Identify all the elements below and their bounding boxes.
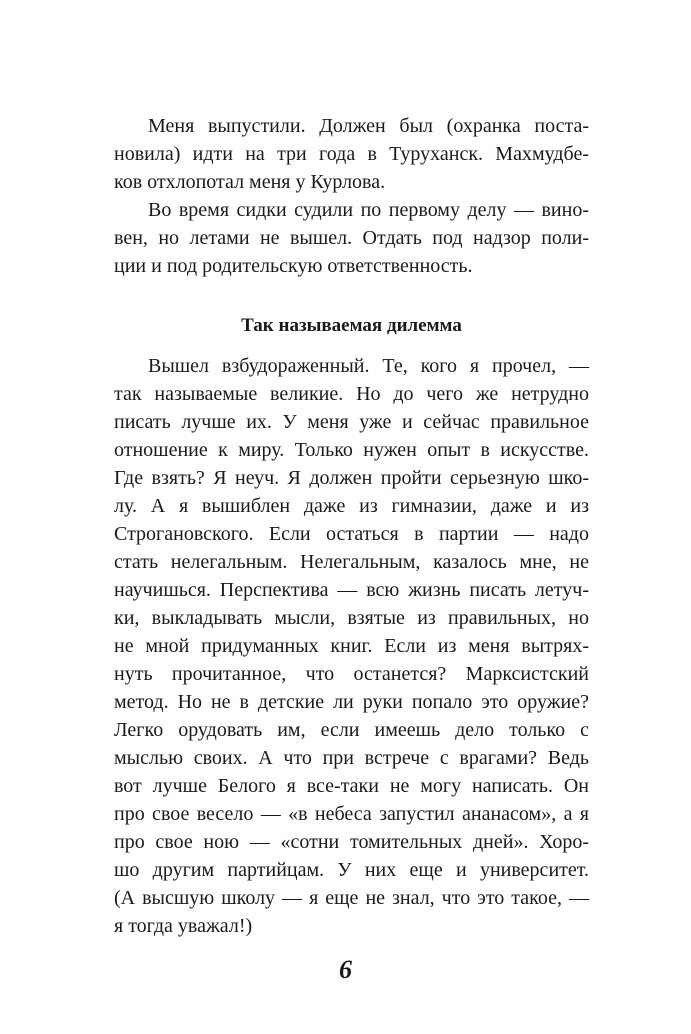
paragraph-3-line: метод. Но не в детские ли руки попало это оружие? [114,691,589,713]
section-heading: Так называемая дилемма [241,315,462,336]
paragraph-3-line: Вышел взбудораженный. Те, кого я прочел, — [148,355,589,377]
page-number: 6 [339,955,352,984]
paragraph-3-line: лу. А я вышиблен даже из гимназии, даже и из [114,495,589,517]
paragraph-1-line: ков отхлопотал меня у Курлова. [114,171,386,193]
paragraph-3-line: отношение к миру. Только нужен опыт в искусстве. [114,439,589,461]
paragraph-2-line: ции и под родительскую ответственность. [114,255,473,277]
paragraph-1-line: Меня выпустили. Должен был (охранка поста- [148,115,589,137]
paragraph-3-line: (А высшую школу — я еще не знал, что это такое, — [114,887,589,909]
paragraph-3-line: научишься. Перспектива — всю жизнь писать летуч- [114,579,589,601]
paragraph-3-line: про свое весело — «в небеса запустил ананасом», а я [114,803,589,825]
paragraph-3-line: мыслью своих. А что при встрече с врагами? Ведь [114,747,589,769]
paragraph-3-line: вот лучше Белого я все-таки не могу написать. Он [114,775,589,797]
paragraph-3-line: Где взять? Я неуч. Я должен пройти серьезную шко- [114,467,589,489]
paragraph-1-line: новила) идти на три года в Туруханск. Махмудбе- [114,143,589,165]
paragraph-3-line: про свое ною — «сотни томительных дней». Хоро- [114,831,589,853]
paragraph-3-line: так называемые великие. Но до чего же нетрудно [114,383,589,405]
paragraph-2-line: Во время сидки судили по первому делу — вино- [148,199,589,221]
paragraph-3-line: нуть прочитанное, что останется? Марксистский [114,663,589,685]
paragraph-3-line: Строгановского. Если остаться в партии — надо [114,523,589,545]
paragraph-3-line: ки, выкладывать мысли, взятые из правильных, но [114,607,589,629]
paragraph-3-line: стать нелегальным. Нелегальным, казалось мне, не [114,551,589,573]
paragraph-3-line: шо другим партийцам. У них еще и университет. [114,859,589,881]
paragraph-3-line: Легко орудовать им, если имеешь дело только с [114,719,589,741]
paragraph-3-line: не мной придуманных книг. Если из меня вытрях- [114,635,589,657]
paragraph-2-line: вен, но летами не вышел. Отдать под надзор поли- [114,227,589,249]
paragraph-3-line: я тогда уважал!) [114,915,253,937]
paragraph-3-line: писать лучше их. У меня уже и сейчас правильное [114,411,589,433]
